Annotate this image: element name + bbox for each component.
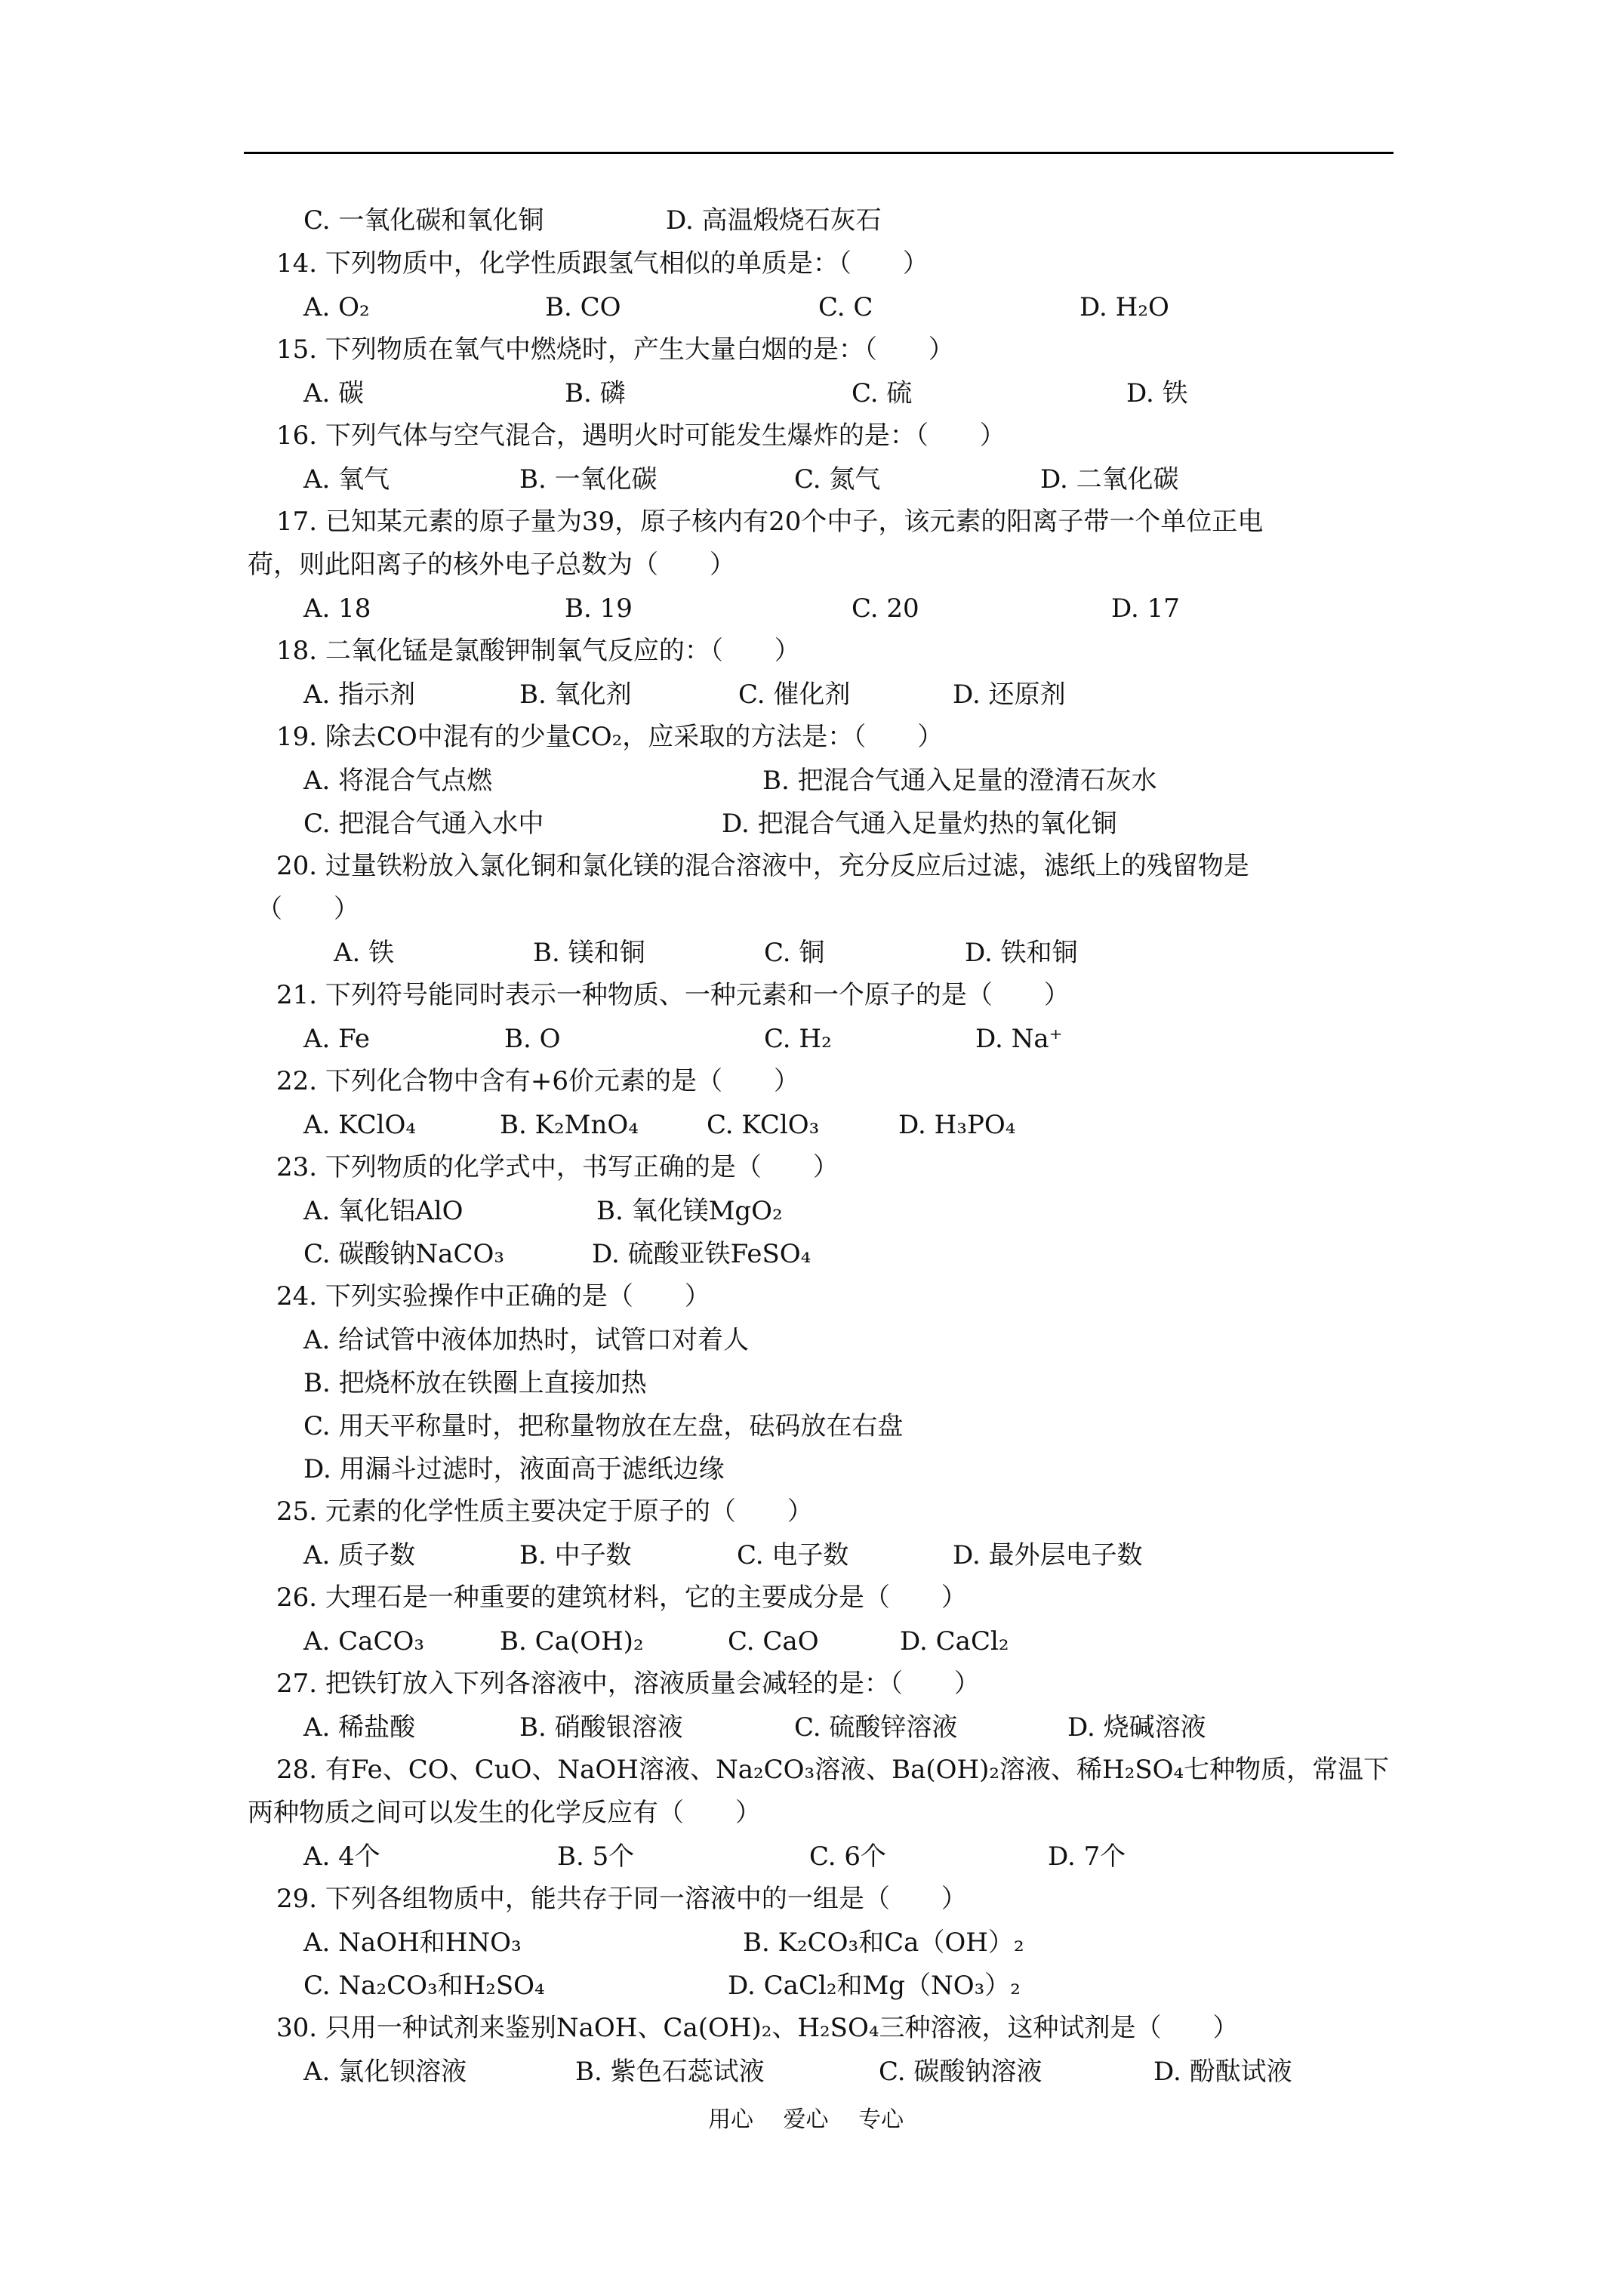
q17-option-c: C. 20 — [852, 593, 919, 624]
q22-option-d: D. H₃PO₄ — [898, 1110, 1016, 1140]
q20-option-a: A. 铁 — [334, 938, 395, 968]
q16-option-c: C. 氮气 — [794, 464, 881, 495]
question-16-stem: 16. 下列气体与空气混合，遇明火时可能发生爆炸的是：（ ） — [276, 421, 1006, 451]
question-22-stem: 22. 下列化合物中含有+6价元素的是（ ） — [276, 1066, 799, 1096]
q19-option-c: C. 把混合气通入水中 — [303, 809, 544, 839]
q23-option-c: C. 碳酸钠NaCO₃ — [303, 1239, 504, 1269]
q22-option-c: C. KClO₃ — [707, 1110, 820, 1140]
question-28-stem: 28. 有Fe、CO、CuO、NaOH溶液、Na₂CO₃溶液、Ba(OH)₂溶液、稀H₂SO₄七种物质，常温下 — [276, 1755, 1390, 1785]
question-20-stem-cont: （ ） — [257, 894, 359, 924]
q24-option-a: A. 给试管中液体加热时，试管口对着人 — [303, 1325, 750, 1355]
q22-option-a: A. KClO₄ — [303, 1110, 417, 1140]
q28-option-a: A. 4个 — [303, 1841, 380, 1872]
q29-option-a: A. NaOH和HNO₃ — [303, 1928, 522, 1958]
q21-option-a: A. Fe — [303, 1024, 371, 1054]
q18-option-d: D. 还原剂 — [953, 680, 1066, 710]
question-27-stem: 27. 把铁钉放入下列各溶液中，溶液质量会减轻的是：（ ） — [276, 1669, 980, 1699]
q15-option-b: B. 磷 — [565, 378, 626, 408]
question-21-stem: 21. 下列符号能同时表示一种物质、一种元素和一个原子的是（ ） — [276, 980, 1070, 1010]
q17-option-b: B. 19 — [565, 593, 633, 624]
q14-option-b: B. CO — [545, 292, 621, 322]
q15-option-c: C. 硫 — [852, 378, 913, 408]
q23-option-a: A. 氧化铝AlO — [303, 1196, 463, 1226]
q29-option-b: B. K₂CO₃和Ca（OH）₂ — [743, 1928, 1024, 1958]
q21-option-c: C. H₂ — [764, 1024, 832, 1054]
q30-option-b: B. 紫色石蕊试液 — [575, 2057, 765, 2087]
q27-option-b: B. 硝酸银溶液 — [519, 1712, 683, 1743]
question-20-stem: 20. 过量铁粉放入氯化铜和氯化镁的混合溶液中，充分反应后过滤，滤纸上的残留物是 — [276, 851, 1249, 881]
q20-option-b: B. 镁和铜 — [533, 938, 645, 968]
page-footer: 用心 爱心 专心 — [708, 2106, 904, 2133]
q26-option-d: D. CaCl₂ — [900, 1626, 1009, 1657]
q16-option-b: B. 一氧化碳 — [519, 464, 658, 495]
q30-option-c: C. 碳酸钠溶液 — [879, 2057, 1042, 2087]
question-19-stem: 19. 除去CO中混有的少量CO₂，应采取的方法是：（ ） — [276, 722, 944, 752]
q17-option-a: A. 18 — [303, 593, 371, 624]
q25-option-d: D. 最外层电子数 — [953, 1540, 1143, 1570]
q20-option-c: C. 铜 — [764, 938, 825, 968]
question-23-stem: 23. 下列物质的化学式中，书写正确的是（ ） — [276, 1152, 839, 1182]
q18-option-a: A. 指示剂 — [303, 680, 416, 710]
q18-option-c: C. 催化剂 — [738, 680, 851, 710]
header-rule — [244, 152, 1394, 154]
q21-option-b: B. O — [504, 1024, 561, 1054]
q29-option-d: D. CaCl₂和Mg（NO₃）₂ — [728, 1971, 1021, 2001]
q30-option-a: A. 氯化钡溶液 — [303, 2057, 467, 2087]
q16-option-d: D. 二氧化碳 — [1040, 464, 1179, 495]
q19-option-a: A. 将混合气点燃 — [303, 766, 493, 796]
q14-option-c: C. C — [818, 292, 873, 322]
q28-option-b: B. 5个 — [557, 1841, 635, 1872]
q14-option-a: A. O₂ — [303, 292, 370, 322]
q17-option-d: D. 17 — [1111, 593, 1180, 624]
question-17-stem: 17. 已知某元素的原子量为39，原子核内有20个中子，该元素的阳离子带一个单位正电 — [276, 507, 1264, 537]
q14-option-d: D. H₂O — [1079, 292, 1169, 322]
q23-option-b: B. 氧化镁MgO₂ — [596, 1196, 783, 1226]
q25-option-a: A. 质子数 — [303, 1540, 416, 1570]
q24-option-c: C. 用天平称量时，把称量物放在左盘，砝码放在右盘 — [303, 1411, 904, 1441]
q25-option-c: C. 电子数 — [737, 1540, 849, 1570]
question-18-stem: 18. 二氧化锰是氯酸钾制氧气反应的：（ ） — [276, 636, 800, 666]
q27-option-d: D. 烧碱溶液 — [1067, 1712, 1206, 1743]
question-17-stem-cont: 荷，则此阳离子的核外电子总数为（ ） — [248, 550, 735, 580]
question-30-stem: 30. 只用一种试剂来鉴别NaOH、Ca(OH)₂、H₂SO₄三种溶液，这种试剂是（ ） — [276, 2013, 1239, 2043]
option-d-continued: D. 高温煅烧石灰石 — [666, 205, 882, 236]
q21-option-d: D. Na⁺ — [975, 1024, 1063, 1054]
question-14-stem: 14. 下列物质中，化学性质跟氢气相似的单质是：（ ） — [276, 248, 929, 279]
q19-option-d: D. 把混合气通入足量灼热的氧化铜 — [722, 809, 1117, 839]
q29-option-c: C. Na₂CO₃和H₂SO₄ — [303, 1971, 545, 2001]
q28-option-c: C. 6个 — [809, 1841, 887, 1872]
q22-option-b: B. K₂MnO₄ — [500, 1110, 639, 1140]
question-25-stem: 25. 元素的化学性质主要决定于原子的（ ） — [276, 1496, 813, 1527]
q16-option-a: A. 氧气 — [303, 464, 390, 495]
q20-option-d: D. 铁和铜 — [965, 938, 1078, 968]
q27-option-a: A. 稀盐酸 — [303, 1712, 416, 1743]
q19-option-b: B. 把混合气通入足量的澄清石灰水 — [762, 766, 1157, 796]
q15-option-a: A. 碳 — [303, 378, 365, 408]
question-29-stem: 29. 下列各组物质中，能共存于同一溶液中的一组是（ ） — [276, 1884, 967, 1914]
question-26-stem: 26. 大理石是一种重要的建筑材料，它的主要成分是（ ） — [276, 1583, 967, 1613]
q27-option-c: C. 硫酸锌溶液 — [794, 1712, 958, 1743]
question-24-stem: 24. 下列实验操作中正确的是（ ） — [276, 1281, 710, 1311]
q18-option-b: B. 氧化剂 — [519, 680, 632, 710]
option-c-continued: C. 一氧化碳和氧化铜 — [303, 205, 544, 236]
question-15-stem: 15. 下列物质在氧气中燃烧时，产生大量白烟的是：（ ） — [276, 334, 954, 365]
question-28-stem-cont: 两种物质之间可以发生的化学反应有（ ） — [248, 1798, 761, 1828]
q28-option-d: D. 7个 — [1048, 1841, 1126, 1872]
q26-option-b: B. Ca(OH)₂ — [500, 1626, 644, 1657]
q24-option-d: D. 用漏斗过滤时，液面高于滤纸边缘 — [303, 1454, 725, 1484]
q26-option-a: A. CaCO₃ — [303, 1626, 424, 1657]
q15-option-d: D. 铁 — [1126, 378, 1188, 408]
q30-option-d: D. 酚酞试液 — [1153, 2057, 1292, 2087]
q25-option-b: B. 中子数 — [519, 1540, 632, 1570]
q26-option-c: C. CaO — [728, 1626, 819, 1657]
q24-option-b: B. 把烧杯放在铁圈上直接加热 — [303, 1368, 647, 1398]
q23-option-d: D. 硫酸亚铁FeSO₄ — [592, 1239, 812, 1269]
